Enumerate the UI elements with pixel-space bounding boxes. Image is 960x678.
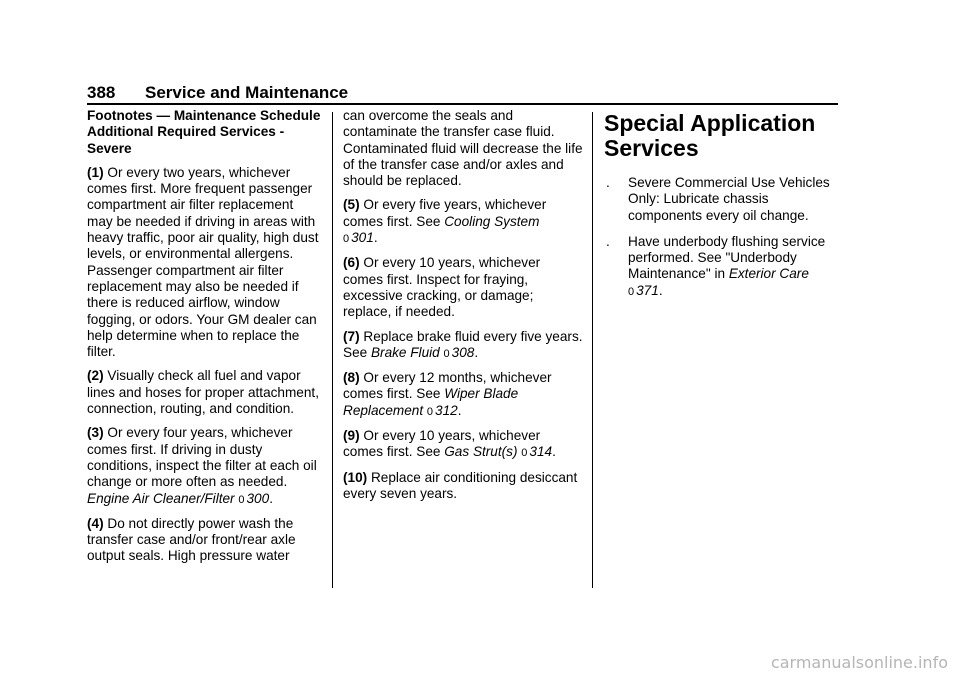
footnote-2: (2) Visually check all fuel and vapor lines and hoses for proper attachment, connection, routing, and condition. (87, 368, 319, 417)
page-ref-icon: 0 (343, 233, 350, 246)
bullet-text: Have underbody flushing service performed. See "Underbody Maintenance" in (628, 233, 826, 282)
column-3 (604, 108, 844, 310)
column-1 (87, 108, 322, 573)
bullet-item (604, 175, 844, 224)
page-ref-icon: 0 (443, 347, 450, 360)
page-ref-icon: 0 (521, 447, 528, 460)
special-application-title: Special Application Services (604, 110, 816, 161)
footnotes-heading: Footnotes — Maintenance Schedule Additional Required Services - Severe (87, 108, 321, 156)
ref-link-wiper-blade[interactable]: Wiper Blade Replacement (343, 386, 519, 418)
bullet-marker: . (606, 175, 610, 190)
column-divider-2 (592, 112, 593, 588)
page-ref-icon: 0 (628, 285, 635, 298)
bullet-item: . Have underbody flushing service performed. See "Underbody Maintenance" in Exterior Care 0 371. (606, 233, 826, 298)
page-header (87, 82, 838, 104)
footnote-1: (1) Or every two years, whichever comes first. More frequent passenger compartment air filter replacement may be needed if driving in areas with heavy traffic, poor air quality, high dust levels, or environmental allergens. Passenger compartment air filter replacement may also be needed if there is reduced airflow, window fogging, or odors. Your GM dealer can help determine when to replace the filter. (87, 164, 319, 360)
page-ref-icon: 0 (426, 405, 434, 418)
footnote-9: (9) Or every 10 years, whichever comes first. See Gas Strut(s) 0 314. (343, 428, 556, 460)
section-title: Service and Maintenance (145, 83, 349, 102)
ref-link-gas-struts[interactable]: Gas Strut(s) (444, 444, 518, 460)
footnote-6: (6) Or every 10 years, whichever comes first. Inspect for fraying, excessive cracking, or damage; replace, if needed. (343, 255, 541, 320)
page-number: 388 (87, 83, 116, 102)
header-rule (87, 103, 838, 105)
ref-link-exterior-care[interactable]: Exterior Care (728, 266, 809, 282)
column-2 (343, 108, 583, 510)
footnote-8: (8) Or every 12 months, whichever comes first. See Wiper Blade Replacement 0 312. (343, 370, 552, 418)
footnote-3: (3) Or every four years, whichever comes first. If driving in dusty conditions, inspect the filter at each oil change or more often as needed. Engine Air Cleaner/Filter 0 300. (87, 425, 317, 506)
footnote-5: (5) Or every five years, whichever comes first. See Cooling System 0 301. (343, 197, 547, 246)
bullet-text: Severe Commercial Use Vehicles Only: Lubricate chassis components every oil change. (628, 175, 830, 223)
ref-link-brake-fluid[interactable]: Brake Fluid (370, 344, 440, 360)
bullet-marker: . (606, 233, 610, 249)
footnote-10: (10) Replace air conditioning desiccant every seven years. (343, 469, 578, 501)
footnote-4: (4) Do not directly power wash the transfer case and/or front/rear axle output seals. High pressure water (87, 515, 296, 564)
footnote-4-continued: can overcome the seals and contaminate the transfer case fluid. Contaminated fluid will decrease the life of the transfer case and/or axles and should be replaced. (343, 108, 583, 189)
footnote-7: (7) Replace brake fluid every five years. See Brake Fluid 0 308. (343, 328, 583, 360)
ref-link-engine-air-cleaner[interactable]: Engine Air Cleaner/Filter (87, 490, 235, 506)
ref-link-cooling-system[interactable]: Cooling System (444, 213, 540, 229)
watermark: carmanualsonline.info (770, 653, 948, 672)
page-ref-icon: 0 (238, 493, 245, 506)
column-divider-1 (332, 112, 333, 588)
